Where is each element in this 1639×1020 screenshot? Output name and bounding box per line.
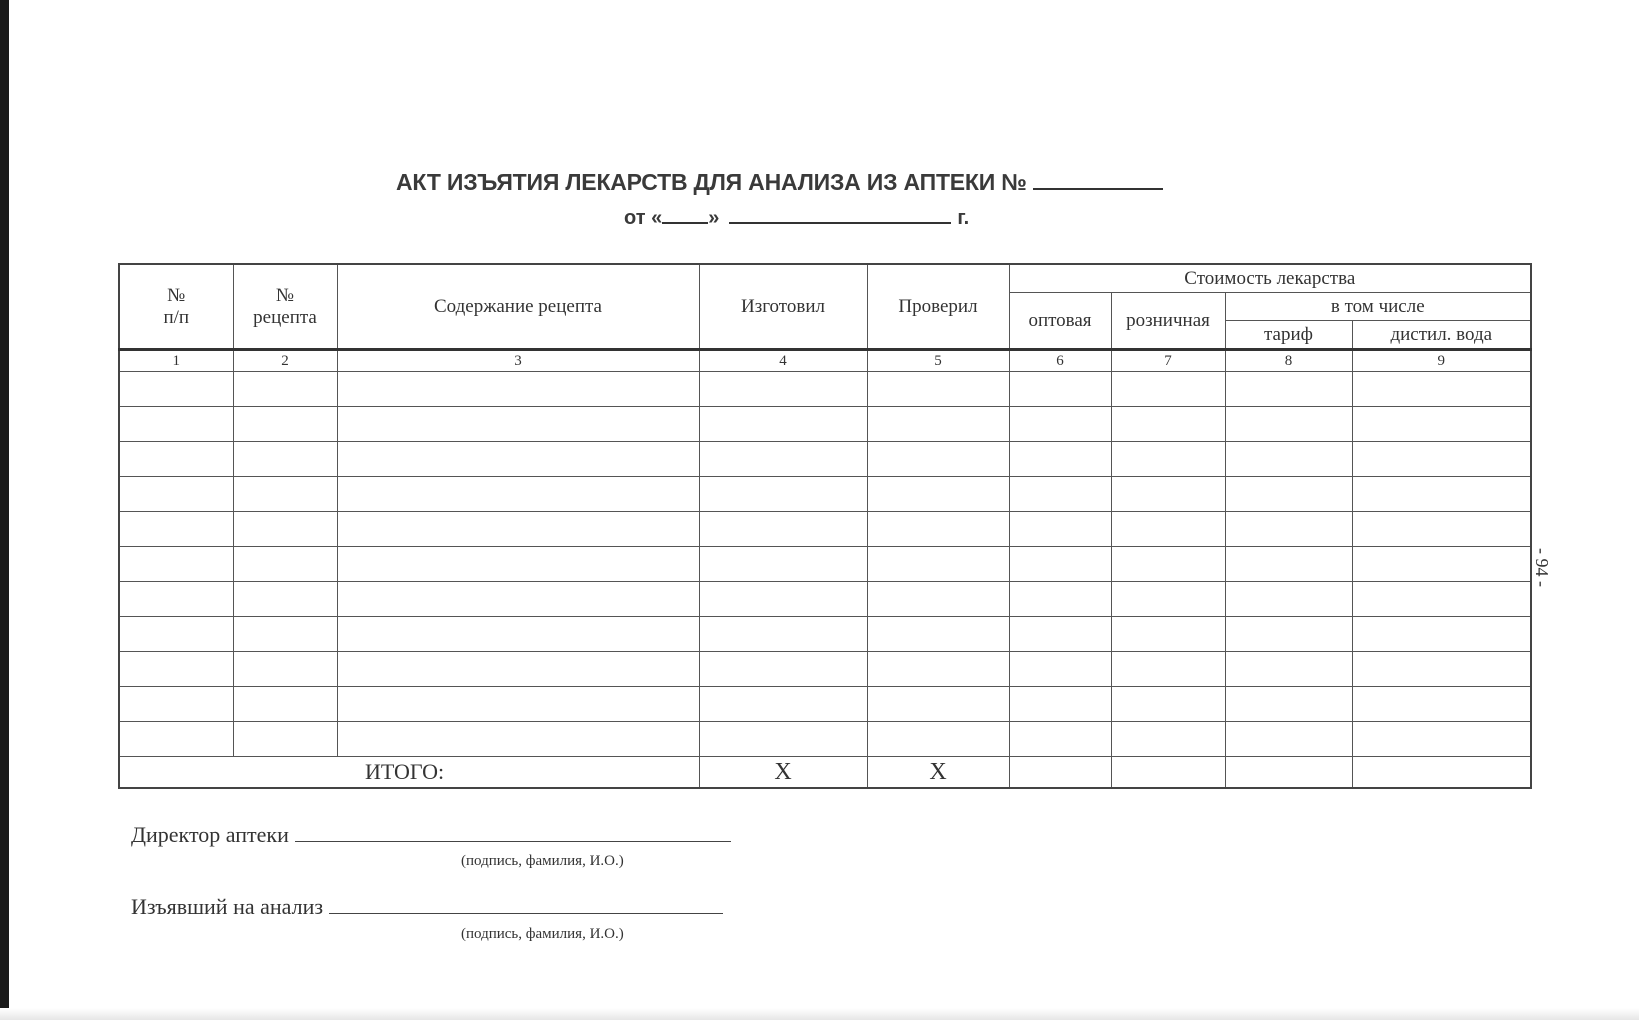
table-cell <box>1352 617 1531 652</box>
column-number: 9 <box>1352 350 1531 372</box>
table-cell <box>337 442 699 477</box>
total-retail-cell <box>1111 757 1225 789</box>
table-cell <box>233 722 337 757</box>
table-cell <box>337 512 699 547</box>
table-cell <box>233 512 337 547</box>
table-cell <box>119 407 233 442</box>
table-cell <box>1352 372 1531 407</box>
total-water-cell <box>1352 757 1531 789</box>
table-cell <box>699 547 867 582</box>
scan-bottom-shade <box>0 1008 1639 1020</box>
table-cell <box>233 652 337 687</box>
collector-label: Изъявший на анализ <box>131 894 324 919</box>
table-cell <box>699 442 867 477</box>
table-cell <box>119 547 233 582</box>
table-row <box>119 442 1531 477</box>
table-cell <box>1111 372 1225 407</box>
table-cell <box>1111 652 1225 687</box>
table-cell <box>1225 617 1352 652</box>
table-cell <box>337 687 699 722</box>
pharmacy-number-blank <box>1033 168 1163 190</box>
table-row <box>119 582 1531 617</box>
total-wholesale-cell <box>1009 757 1111 789</box>
director-label: Директор аптеки <box>131 822 289 847</box>
table-cell <box>119 722 233 757</box>
header-tariff: тариф <box>1225 321 1352 350</box>
table-cell <box>867 477 1009 512</box>
table-cell <box>699 722 867 757</box>
total-label: ИТОГО: <box>119 757 699 789</box>
table-cell <box>1225 407 1352 442</box>
date-mid: » <box>708 207 720 229</box>
table-row <box>119 617 1531 652</box>
header-recipe-number: № рецепта <box>233 264 337 350</box>
table-cell <box>1225 442 1352 477</box>
table-cell <box>1009 512 1111 547</box>
collector-signature-line <box>131 894 723 920</box>
header-retail: розничная <box>1111 293 1225 350</box>
table-cell <box>1009 477 1111 512</box>
table-cell <box>233 547 337 582</box>
table-cell <box>699 652 867 687</box>
table-cell <box>867 582 1009 617</box>
table-cell <box>1352 687 1531 722</box>
table-cell <box>1111 617 1225 652</box>
table-cell <box>337 547 699 582</box>
table-row <box>119 407 1531 442</box>
table-cell <box>1225 687 1352 722</box>
table-cell <box>337 372 699 407</box>
table-cell <box>119 617 233 652</box>
header-distilled-water: дистил. вода <box>1352 321 1531 350</box>
table-cell <box>1352 652 1531 687</box>
table-cell <box>699 372 867 407</box>
form-title-text: АКТ ИЗЪЯТИЯ ЛЕКАРСТВ ДЛЯ АНАЛИЗА ИЗ АПТЕКИ № <box>396 169 1027 195</box>
table-cell <box>699 477 867 512</box>
director-signature-line <box>131 822 731 848</box>
table-row <box>119 652 1531 687</box>
column-number: 1 <box>119 350 233 372</box>
table-cell <box>1111 477 1225 512</box>
collector-signature-blank <box>329 895 723 914</box>
table-cell <box>1352 512 1531 547</box>
total-row <box>119 757 1531 789</box>
page-edge-shadow <box>0 0 9 1020</box>
month-year-blank <box>729 204 951 224</box>
table-cell <box>119 512 233 547</box>
table-cell <box>1225 722 1352 757</box>
table-cell <box>337 477 699 512</box>
table-cell <box>867 407 1009 442</box>
table-cell <box>1352 582 1531 617</box>
table-cell <box>1111 547 1225 582</box>
table-cell <box>1352 547 1531 582</box>
column-number-row <box>119 350 1531 372</box>
header-row-number: № п/п <box>119 264 233 350</box>
table-cell <box>1009 372 1111 407</box>
table-cell <box>1009 722 1111 757</box>
table-cell <box>867 547 1009 582</box>
table-cell <box>119 687 233 722</box>
day-blank <box>662 204 708 224</box>
column-number: 3 <box>337 350 699 372</box>
table-cell <box>1111 512 1225 547</box>
table-cell <box>1225 652 1352 687</box>
table-cell <box>699 617 867 652</box>
table-cell <box>1111 687 1225 722</box>
table-cell <box>867 512 1009 547</box>
table-row <box>119 512 1531 547</box>
table-row <box>119 687 1531 722</box>
table-cell <box>1352 722 1531 757</box>
header-wholesale: оптовая <box>1009 293 1111 350</box>
total-made-by-mark: X <box>699 757 867 789</box>
header-checked-by: Проверил <box>867 264 1009 350</box>
collector-signature-caption: (подпись, фамилия, И.О.) <box>461 926 624 942</box>
column-number: 8 <box>1225 350 1352 372</box>
total-checked-by-mark: X <box>867 757 1009 789</box>
column-number: 6 <box>1009 350 1111 372</box>
table-cell <box>1009 582 1111 617</box>
column-number: 5 <box>867 350 1009 372</box>
director-signature-caption: (подпись, фамилия, И.О.) <box>461 853 624 869</box>
table-cell <box>119 442 233 477</box>
table-cell <box>233 442 337 477</box>
table-cell <box>1225 547 1352 582</box>
table-cell <box>233 372 337 407</box>
table-cell <box>867 722 1009 757</box>
director-signature-blank <box>295 823 731 842</box>
table-cell <box>337 652 699 687</box>
table-cell <box>867 617 1009 652</box>
form-title <box>396 168 1163 196</box>
table-cell <box>867 442 1009 477</box>
table-cell <box>1009 652 1111 687</box>
header-including: в том числе <box>1225 293 1531 321</box>
table-cell <box>1111 582 1225 617</box>
table-cell <box>233 407 337 442</box>
table-cell <box>1111 407 1225 442</box>
table-cell <box>1009 617 1111 652</box>
table-cell <box>1111 722 1225 757</box>
table-cell <box>1352 477 1531 512</box>
table-row <box>119 547 1531 582</box>
column-number: 4 <box>699 350 867 372</box>
table-cell <box>1009 687 1111 722</box>
header-medicine-cost: Стоимость лекарства <box>1009 264 1531 293</box>
column-number: 7 <box>1111 350 1225 372</box>
table-cell <box>1009 407 1111 442</box>
date-prefix: от « <box>624 207 663 229</box>
table-cell <box>1225 582 1352 617</box>
header-made-by: Изготовил <box>699 264 867 350</box>
page-number: - 94 - <box>1532 548 1552 587</box>
table-cell <box>699 407 867 442</box>
table-cell <box>119 477 233 512</box>
table-row <box>119 372 1531 407</box>
table-cell <box>699 512 867 547</box>
table-cell <box>119 582 233 617</box>
table-cell <box>119 372 233 407</box>
table-cell <box>699 582 867 617</box>
table-cell <box>233 477 337 512</box>
table-cell <box>337 407 699 442</box>
table-cell <box>867 687 1009 722</box>
table-cell <box>1111 442 1225 477</box>
table-cell <box>867 372 1009 407</box>
table-cell <box>233 617 337 652</box>
table-cell <box>699 687 867 722</box>
total-tariff-cell <box>1225 757 1352 789</box>
table-cell <box>867 652 1009 687</box>
header-recipe-content: Содержание рецепта <box>337 264 699 350</box>
date-suffix: г. <box>957 207 970 229</box>
table-cell <box>1009 547 1111 582</box>
table-cell <box>1352 442 1531 477</box>
withdrawal-table <box>118 263 1532 789</box>
column-number: 2 <box>233 350 337 372</box>
table-cell <box>1225 512 1352 547</box>
table-cell <box>119 652 233 687</box>
table-cell <box>233 687 337 722</box>
table-cell <box>1009 442 1111 477</box>
table-cell <box>1225 477 1352 512</box>
table-cell <box>1225 372 1352 407</box>
table-cell <box>1352 407 1531 442</box>
table-cell <box>337 722 699 757</box>
table-cell <box>337 582 699 617</box>
table-cell <box>233 582 337 617</box>
table-row <box>119 477 1531 512</box>
form-date-line <box>624 204 969 230</box>
table-row <box>119 722 1531 757</box>
table-cell <box>337 617 699 652</box>
